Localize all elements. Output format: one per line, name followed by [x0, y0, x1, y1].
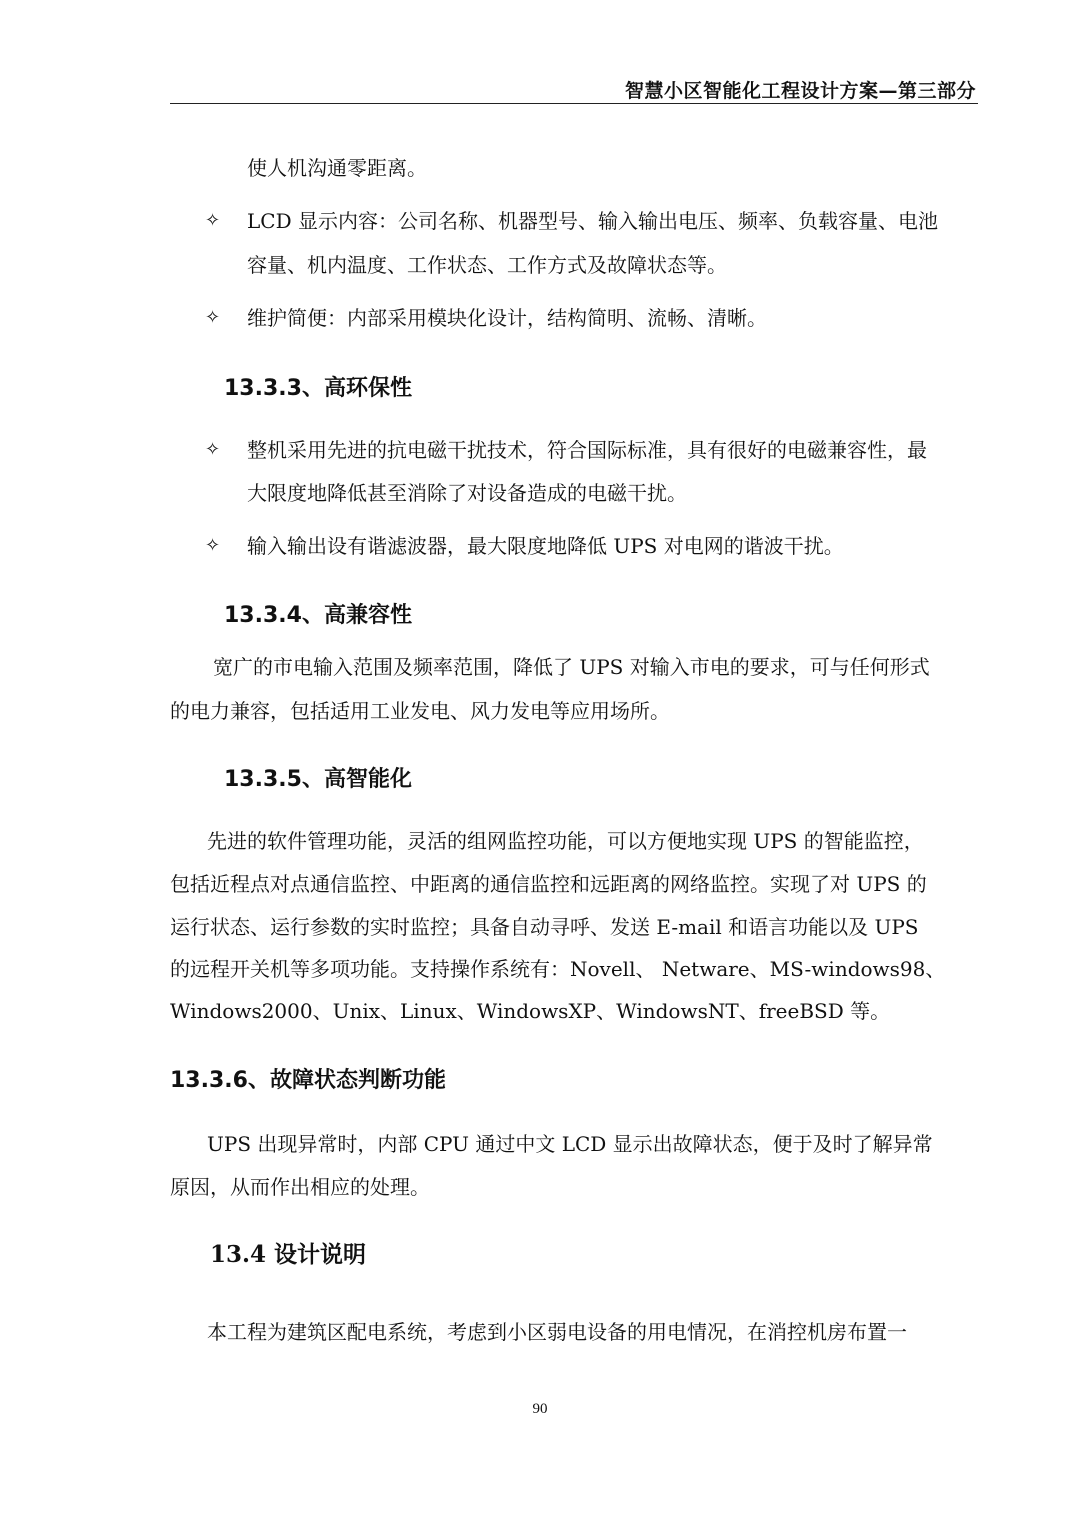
paragraph-line: 本工程为建筑区配电系统，考虑到小区弱电设备的用电情况，在消控机房布置一: [207, 1320, 907, 1344]
bullet-diamond-icon: ✧: [205, 535, 221, 556]
paragraph-line: 使人机沟通零距离。: [247, 156, 427, 180]
bullet-lcd-line1: LCD 显示内容：公司名称、机器型号、输入输出电压、频率、负载容量、电池: [247, 209, 938, 233]
page-number: 90: [532, 1401, 548, 1417]
bullet-maintenance: 维护简便：内部采用模块化设计，结构简明、流畅、清晰。: [247, 306, 767, 330]
bullet-lcd-line2: 容量、机内温度、工作状态、工作方式及故障状态等。: [247, 253, 727, 277]
paragraph-line: 原因，从而作出相应的处理。: [170, 1175, 430, 1199]
section-heading-13-3-4: 13.3.4、高兼容性: [224, 603, 412, 628]
paragraph-line: 先进的软件管理功能，灵活的组网监控功能，可以方便地实现 UPS 的智能监控，: [207, 829, 924, 853]
paragraph-line: 的远程开关机等多项功能。支持操作系统有：Novell、 Netware、MS-windows98、: [170, 957, 946, 981]
header-divider: [170, 103, 978, 104]
section-heading-13-3-6: 13.3.6、故障状态判断功能: [170, 1068, 446, 1093]
paragraph-line: UPS 出现异常时，内部 CPU 通过中文 LCD 显示出故障状态，便于及时了解异常: [207, 1132, 933, 1156]
section-heading-13-4: 13.4 设计说明: [210, 1241, 367, 1268]
paragraph-line: 宽广的市电输入范围及频率范围，降低了 UPS 对输入市电的要求，可与任何形式: [213, 655, 930, 679]
paragraph-line: 运行状态、运行参数的实时监控；具备自动寻呼、发送 E-mail 和语言功能以及 UPS: [170, 915, 919, 939]
bullet-emc-line1: 整机采用先进的抗电磁干扰技术，符合国际标准，具有很好的电磁兼容性，最: [247, 438, 927, 462]
bullet-emc-line2: 大限度地降低甚至消除了对设备造成的电磁干扰。: [247, 481, 687, 505]
section-heading-13-3-5: 13.3.5、高智能化: [224, 767, 412, 792]
section-heading-13-3-3: 13.3.3、高环保性: [224, 376, 412, 401]
paragraph-line: 包括近程点对点通信监控、中距离的通信监控和远距离的网络监控。实现了对 UPS 的: [170, 872, 927, 896]
bullet-diamond-icon: ✧: [205, 307, 221, 328]
bullet-harmonic-filter: 输入输出设有谐滤波器，最大限度地降低 UPS 对电网的谐波干扰。: [247, 534, 844, 558]
paragraph-line: 的电力兼容，包括适用工业发电、风力发电等应用场所。: [170, 699, 670, 723]
bullet-diamond-icon: ✧: [205, 439, 221, 460]
bullet-diamond-icon: ✧: [205, 210, 221, 231]
header-title: 智慧小区智能化工程设计方案—第三部分: [624, 80, 976, 102]
paragraph-line: Windows2000、Unix、Linux、WindowsXP、WindowsNT、freeBSD 等。: [170, 999, 891, 1023]
